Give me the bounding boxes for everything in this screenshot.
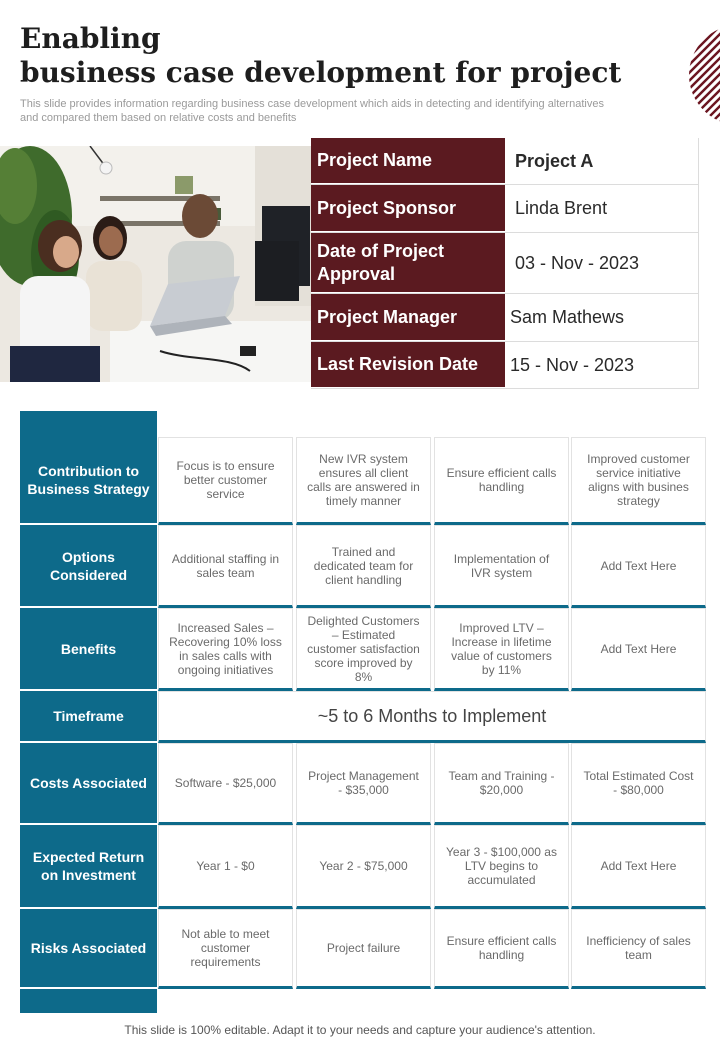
matrix-cell: Additional staffing in sales team xyxy=(158,525,293,608)
revision-date-label: Last Revision Date xyxy=(311,342,505,388)
approval-date-value: 03 - Nov - 2023 xyxy=(505,233,699,293)
matrix-cell: Software - $25,000 xyxy=(158,743,293,825)
matrix-cell: Trained and dedicated team for client handling xyxy=(296,525,431,608)
project-manager-label: Project Manager xyxy=(311,294,505,341)
row-label-options: Options Considered xyxy=(49,548,127,583)
project-sponsor-label: Project Sponsor xyxy=(311,185,505,232)
team-meeting-photo xyxy=(0,146,311,382)
matrix-cell: Not able to meet customer requirements xyxy=(158,909,293,989)
project-sponsor-value: Linda Brent xyxy=(505,185,699,232)
row-label-timeframe: Timeframe xyxy=(53,708,124,724)
matrix-cell: Focus is to ensure better customer service xyxy=(158,437,293,525)
matrix-cell: Improved customer service initiative aligns with busines strategy xyxy=(571,437,706,525)
title-line-1: Enabling xyxy=(20,22,161,55)
project-row xyxy=(311,138,699,185)
matrix-cell: Ensure efficient calls handling xyxy=(434,437,569,525)
matrix-cell: Increased Sales – Recovering 10% loss in sales calls with ongoing initiatives xyxy=(158,608,293,691)
matrix-cell: Ensure efficient calls handling xyxy=(434,909,569,989)
title-line-2: business case development for project xyxy=(20,56,622,89)
approval-date-label: Date of Project Approval xyxy=(311,233,505,293)
footer-note: This slide is 100% editable. Adapt it to your needs and capture your audience's attention. xyxy=(124,1023,596,1037)
row-label-roi: Expected Return on Investment xyxy=(32,849,145,883)
project-name-value: Project A xyxy=(505,138,699,184)
matrix-cell: Project Management - $35,000 xyxy=(296,743,431,825)
matrix-cell: Add Text Here xyxy=(571,608,706,691)
project-row xyxy=(311,185,699,233)
row-divider xyxy=(20,987,157,989)
matrix-cell: Implementation of IVR system xyxy=(434,525,569,608)
matrix-cell: Add Text Here xyxy=(571,825,706,909)
matrix-cell: Year 2 - $75,000 xyxy=(296,825,431,909)
page-title xyxy=(20,22,640,90)
project-manager-value: Sam Mathews xyxy=(505,294,699,341)
row-label-contribution: Contribution to Business Strategy xyxy=(27,463,150,497)
matrix-cell: Total Estimated Cost - $80,000 xyxy=(571,743,706,825)
matrix-cell: Year 3 - $100,000 as LTV begins to accumulated xyxy=(434,825,569,909)
project-row xyxy=(311,342,699,389)
matrix-cell: Project failure xyxy=(296,909,431,989)
project-info-table xyxy=(311,138,699,389)
business-case-matrix xyxy=(20,411,706,1013)
matrix-cell: Inefficiency of sales team xyxy=(571,909,706,989)
page-subtitle: This slide provides information regarding business case development which aids in detecting and identifying alternatives and compared them based on relative costs and benefits xyxy=(20,98,604,124)
matrix-cell: Team and Training - $20,000 xyxy=(434,743,569,825)
row-label-risks: Risks Associated xyxy=(30,940,147,956)
project-row xyxy=(311,233,699,294)
row-label-costs: Costs Associated xyxy=(30,775,147,791)
matrix-cell: New IVR system ensures all client calls are answered in timely manner xyxy=(296,437,431,525)
matrix-cell: Improved LTV – Increase in lifetime value of customers by 11% xyxy=(434,608,569,691)
matrix-cell: Year 1 - $0 xyxy=(158,825,293,909)
project-row xyxy=(311,294,699,342)
matrix-cell: Add Text Here xyxy=(571,525,706,608)
matrix-cell: Delighted Customers – Estimated customer satisfaction score improved by 8% xyxy=(296,608,431,691)
revision-date-value: 15 - Nov - 2023 xyxy=(505,342,699,388)
project-name-label: Project Name xyxy=(311,138,505,184)
row-label-benefits: Benefits xyxy=(60,640,117,657)
timeframe-cell: ~5 to 6 Months to Implement xyxy=(158,691,706,743)
striped-circle-decoration xyxy=(688,24,720,126)
